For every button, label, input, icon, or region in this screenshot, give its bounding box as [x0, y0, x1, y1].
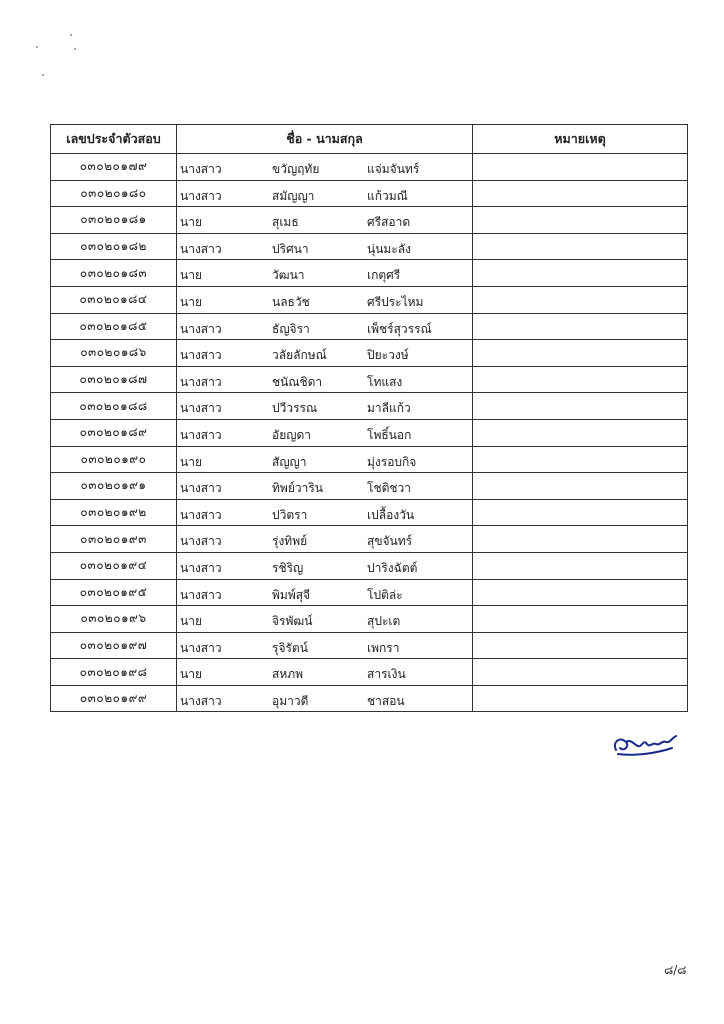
full-name-cell	[177, 579, 473, 606]
table-row	[51, 632, 688, 659]
table-row	[51, 260, 688, 287]
table-row	[51, 473, 688, 500]
first-name: ปวีวรรณ	[272, 401, 318, 416]
full-name-cell	[177, 286, 473, 313]
name-prefix: นางสาว	[180, 321, 222, 336]
exam-id-cell: ๐๓๐๒๐๑๘๙	[51, 419, 177, 446]
last-name: เกตุศรี	[367, 268, 401, 283]
full-name-cell	[177, 313, 473, 340]
full-name-cell	[177, 659, 473, 686]
exam-id-cell: ๐๓๐๒๐๑๘๘	[51, 393, 177, 420]
header-remarks: หมายเหตุ	[473, 125, 688, 154]
table-row	[51, 685, 688, 712]
table-row	[51, 419, 688, 446]
full-name-cell	[177, 526, 473, 553]
table-row	[51, 579, 688, 606]
first-name: รุจิรัตน์	[272, 640, 308, 655]
last-name: สุปะเต	[367, 614, 401, 629]
first-name: สมัญญา	[272, 188, 315, 203]
remarks-cell	[473, 180, 688, 207]
last-name: โปติล่ะ	[367, 587, 403, 602]
table-row	[51, 499, 688, 526]
full-name-cell	[177, 685, 473, 712]
name-prefix: นางสาว	[180, 188, 222, 203]
exam-id-cell: ๐๓๐๒๐๑๘๒	[51, 233, 177, 260]
scan-specks	[30, 28, 90, 88]
first-name: อุมาวดี	[272, 693, 309, 708]
first-name: สุเมธ	[272, 215, 299, 230]
last-name: ปิยะวงษ์	[367, 348, 409, 363]
exam-id-cell: ๐๓๐๒๐๑๘๗	[51, 366, 177, 393]
full-name-cell	[177, 552, 473, 579]
table-row	[51, 393, 688, 420]
exam-id-cell: ๐๓๐๒๐๑๘๓	[51, 260, 177, 287]
name-prefix: นางสาว	[180, 560, 222, 575]
remarks-cell	[473, 659, 688, 686]
last-name: ชาสอน	[367, 693, 405, 708]
table-row	[51, 366, 688, 393]
exam-id-cell: ๐๓๐๒๐๑๙๑	[51, 473, 177, 500]
first-name: วลัยลักษณ์	[272, 348, 327, 363]
first-name: รชิริญ	[272, 560, 304, 575]
first-name: ปวิตรา	[272, 507, 308, 522]
scan-speck	[70, 34, 72, 36]
name-prefix: นางสาว	[180, 481, 222, 496]
exam-id-cell: ๐๓๐๒๐๑๙๗	[51, 632, 177, 659]
first-name: รุ่งทิพย์	[272, 534, 308, 549]
exam-id-cell: ๐๓๐๒๐๑๘๖	[51, 340, 177, 367]
exam-id-cell: ๐๓๐๒๐๑๙๒	[51, 499, 177, 526]
remarks-cell	[473, 526, 688, 553]
name-prefix: นางสาว	[180, 693, 222, 708]
last-name: โพธิ์นอก	[367, 427, 412, 442]
name-prefix: นางสาว	[180, 401, 222, 416]
last-name: ปาริงฉัตต์	[367, 560, 418, 575]
name-prefix: นางสาว	[180, 348, 222, 363]
scan-speck	[36, 46, 38, 48]
table-row	[51, 340, 688, 367]
name-prefix: นางสาว	[180, 427, 222, 442]
last-name: แก้วมณี	[367, 188, 408, 203]
exam-id-cell: ๐๓๐๒๐๑๙๕	[51, 579, 177, 606]
remarks-cell	[473, 632, 688, 659]
full-name-cell	[177, 340, 473, 367]
full-name-cell	[177, 606, 473, 633]
full-name-cell	[177, 260, 473, 287]
exam-id-cell: ๐๓๐๒๐๑๘๕	[51, 313, 177, 340]
remarks-cell	[473, 207, 688, 234]
name-prefix: นาย	[180, 294, 202, 309]
table-body	[51, 154, 688, 712]
first-name: นลธวัช	[272, 294, 310, 309]
last-name: เพ็ชร์สุวรรณ์	[367, 321, 432, 336]
remarks-cell	[473, 260, 688, 287]
last-name: ศรีสอาด	[367, 215, 411, 230]
full-name-cell	[177, 499, 473, 526]
remarks-cell	[473, 579, 688, 606]
exam-id-cell: ๐๓๐๒๐๑๙๔	[51, 552, 177, 579]
remarks-cell	[473, 154, 688, 181]
first-name: สหภพ	[272, 667, 304, 682]
last-name: สารเงิน	[367, 667, 406, 682]
last-name: โชติชวา	[367, 481, 412, 496]
scan-speck	[42, 74, 44, 76]
remarks-cell	[473, 419, 688, 446]
exam-id-cell: ๐๓๐๒๐๑๙๖	[51, 606, 177, 633]
name-prefix: นางสาว	[180, 640, 222, 655]
name-prefix: นางสาว	[180, 507, 222, 522]
name-prefix: นางสาว	[180, 587, 222, 602]
exam-id-cell: ๐๓๐๒๐๑๘๔	[51, 286, 177, 313]
name-prefix: นาย	[180, 454, 202, 469]
page-number: ๘/๘	[664, 963, 687, 977]
header-full-name: ชื่อ - นามสกุล	[177, 125, 473, 154]
table-row	[51, 313, 688, 340]
remarks-cell	[473, 393, 688, 420]
exam-id-cell: ๐๓๐๒๐๑๙๓	[51, 526, 177, 553]
table-row	[51, 526, 688, 553]
name-prefix: นาย	[180, 667, 202, 682]
remarks-cell	[473, 552, 688, 579]
full-name-cell	[177, 393, 473, 420]
first-name: ขวัญฤทัย	[272, 162, 320, 176]
candidate-table	[50, 124, 688, 712]
remarks-cell	[473, 685, 688, 712]
last-name: นุ่นมะลัง	[367, 241, 411, 256]
table-row	[51, 286, 688, 313]
signature-mark	[610, 728, 680, 758]
exam-id-cell: ๐๓๐๒๐๑๗๙	[51, 154, 177, 181]
first-name: อัยญดา	[272, 427, 311, 442]
name-prefix: นางสาว	[180, 162, 222, 176]
full-name-cell	[177, 154, 473, 181]
table-row	[51, 207, 688, 234]
full-name-cell	[177, 207, 473, 234]
remarks-cell	[473, 286, 688, 313]
remarks-cell	[473, 340, 688, 367]
full-name-cell	[177, 632, 473, 659]
name-prefix: นางสาว	[180, 374, 222, 389]
first-name: ปริศนา	[272, 241, 309, 256]
name-prefix: นาย	[180, 215, 202, 230]
full-name-cell	[177, 419, 473, 446]
last-name: มาลีแก้ว	[367, 401, 411, 416]
last-name: โทแสง	[367, 374, 403, 389]
table-row	[51, 180, 688, 207]
name-prefix: นาย	[180, 614, 202, 629]
remarks-cell	[473, 499, 688, 526]
remarks-cell	[473, 446, 688, 473]
first-name: สัญญา	[272, 454, 307, 469]
full-name-cell	[177, 366, 473, 393]
exam-id-cell: ๐๓๐๒๐๑๘๑	[51, 207, 177, 234]
remarks-cell	[473, 233, 688, 260]
header-exam-id: เลขประจำตัวสอบ	[51, 125, 177, 154]
remarks-cell	[473, 366, 688, 393]
first-name: วัฒนา	[272, 268, 305, 283]
first-name: ธัญจิรา	[272, 321, 310, 336]
table-row	[51, 606, 688, 633]
name-prefix: นางสาว	[180, 241, 222, 256]
full-name-cell	[177, 473, 473, 500]
full-name-cell	[177, 180, 473, 207]
last-name: เพกรา	[367, 640, 400, 655]
name-prefix: นางสาว	[180, 534, 222, 549]
remarks-cell	[473, 473, 688, 500]
first-name: จิรพัฒน์	[272, 614, 313, 629]
exam-id-cell: ๐๓๐๒๐๑๙๘	[51, 659, 177, 686]
exam-id-cell: ๐๓๐๒๐๑๙๙	[51, 685, 177, 712]
table-row	[51, 233, 688, 260]
first-name: ชนัณชิดา	[272, 374, 323, 389]
last-name: มุ่งรอบกิจ	[367, 454, 417, 469]
last-name: สุขจันทร์	[367, 534, 413, 549]
table-row	[51, 552, 688, 579]
full-name-cell	[177, 446, 473, 473]
first-name: พิมพ์สุจี	[272, 587, 311, 602]
full-name-cell	[177, 233, 473, 260]
exam-id-cell: ๐๓๐๒๐๑๙๐	[51, 446, 177, 473]
remarks-cell	[473, 606, 688, 633]
last-name: แจ่มจันทร์	[367, 162, 420, 176]
table-row	[51, 446, 688, 473]
remarks-cell	[473, 313, 688, 340]
last-name: ศรีประไหม	[367, 294, 424, 309]
table-row	[51, 154, 688, 181]
scan-speck	[74, 48, 76, 50]
table-header-row	[51, 125, 688, 154]
exam-id-cell: ๐๓๐๒๐๑๘๐	[51, 180, 177, 207]
last-name: เปลื้องวัน	[367, 507, 415, 522]
first-name: ทิพย์วาริน	[272, 481, 323, 496]
table-row	[51, 659, 688, 686]
name-prefix: นาย	[180, 268, 202, 283]
